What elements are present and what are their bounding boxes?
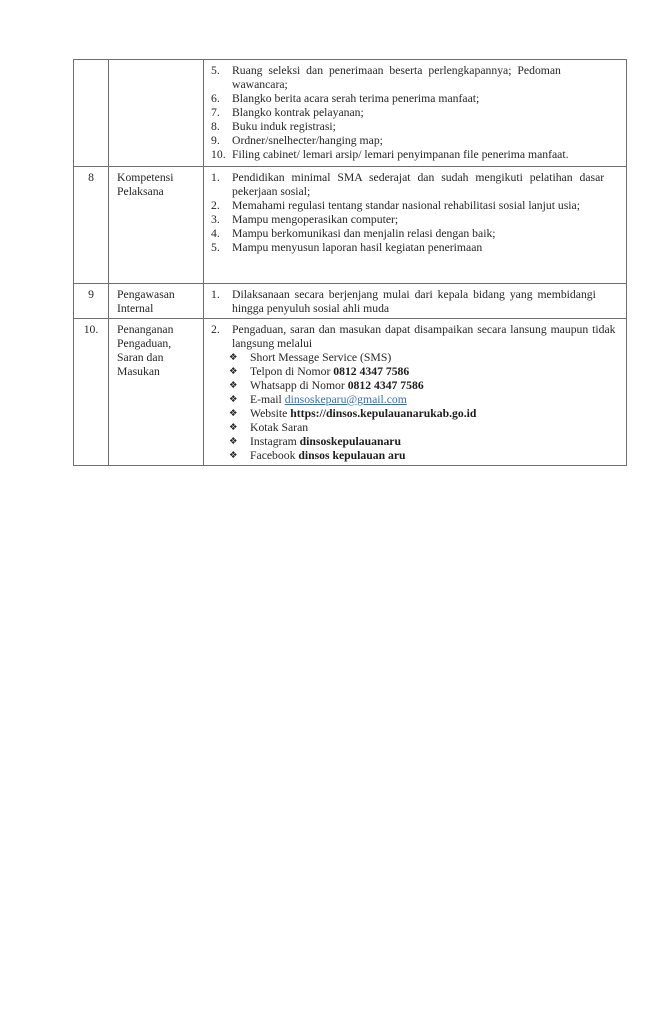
bullet-list-item (229, 407, 618, 421)
text-line (232, 120, 618, 134)
text-line (232, 78, 618, 92)
bullet-list-item (229, 393, 618, 407)
text-line (250, 407, 618, 421)
text-segment: E-mail (250, 393, 285, 406)
list-item-text (232, 106, 618, 120)
text-segment: Memahami regulasi tentang standar nasional rehabilitasi sosial lanjut usia; (232, 199, 580, 212)
text-segment: wawancara; (232, 78, 288, 91)
list-item-text (250, 351, 618, 365)
list-item-text (232, 148, 618, 162)
text-segment: Dilaksanaan secara berjenjang mulai dari kepala bidang yang membidangi (232, 288, 596, 301)
list-item-text (232, 323, 618, 351)
text-segment: langsung melalui (232, 337, 313, 350)
row-number-cell (74, 319, 109, 466)
bold-text-segment: dinsoskepulauanaru (299, 435, 401, 448)
numbered-list-item (211, 227, 618, 241)
text-segment: pekerjaan sosial; (232, 185, 311, 198)
list-number-marker: 1. (211, 288, 220, 301)
numbered-list-item (211, 92, 618, 106)
list-number-marker: 5. (211, 64, 220, 77)
row-10-penanganan-pengaduan (74, 319, 627, 466)
text-segment: Mampu mengoperasikan computer; (232, 213, 399, 226)
row-number: 8 (88, 171, 94, 184)
text-segment: Facebook (250, 449, 299, 462)
text-segment: Whatsapp di Nomor (250, 379, 348, 392)
row-label-line: Saran dan (117, 351, 164, 364)
list-item-text (250, 421, 618, 435)
bullet-list-item (229, 365, 618, 379)
list-number-marker: 2. (211, 323, 220, 336)
row-label-cell (109, 319, 204, 466)
text-line (232, 288, 618, 302)
list-number-marker: 9. (211, 134, 220, 147)
list-item-text (250, 393, 618, 407)
list-item-text (232, 241, 618, 255)
row-number-cell (74, 167, 109, 284)
list-number-marker: 3. (211, 213, 220, 226)
row-label-cell (109, 167, 204, 284)
service-table-body (74, 60, 627, 466)
bullet-diamond-icon: ❖ (229, 422, 238, 433)
numbered-list-item (211, 171, 618, 199)
service-standard-table (73, 59, 627, 466)
row-content-cell (204, 284, 627, 319)
row-number: 9 (88, 288, 94, 301)
row-content-cell (204, 60, 627, 167)
list-item-text (232, 92, 618, 106)
row-label-line: Internal (117, 302, 154, 315)
text-line (232, 106, 618, 120)
text-segment: Website (250, 407, 291, 420)
row-number-cell (74, 60, 109, 167)
text-segment: Buku induk registrasi; (232, 120, 336, 133)
list-item-text (232, 199, 618, 213)
text-line (232, 171, 618, 185)
row-label-cell (109, 284, 204, 319)
bold-text-segment: https://dinsos.kepulauanarukab.go.id (290, 407, 477, 420)
numbered-list-item (211, 241, 618, 255)
text-segment: Telpon di Nomor (250, 365, 334, 378)
text-line (250, 435, 618, 449)
row-label-line: Pengaduan, (117, 337, 172, 350)
text-line (232, 64, 618, 78)
list-item-text (250, 407, 618, 421)
list-number-marker: 8. (211, 120, 220, 133)
numbered-list-item (211, 288, 618, 316)
bullet-diamond-icon: ❖ (229, 450, 238, 461)
list-item-text (232, 171, 618, 199)
row-number-cell (74, 284, 109, 319)
text-segment: Filing cabinet/ lemari arsip/ lemari penyimpanan file penerima manfaat. (232, 148, 569, 161)
bold-text-segment: 0812 4347 7586 (347, 379, 424, 392)
numbered-list-item (211, 64, 618, 92)
numbered-list-item (211, 213, 618, 227)
text-line (232, 241, 618, 255)
list-item-text (232, 64, 618, 92)
row-label-line: Kompetensi (117, 171, 174, 184)
list-item-text (232, 288, 618, 316)
numbered-list-item (211, 134, 618, 148)
row-number: 10. (83, 323, 99, 336)
text-line (232, 92, 618, 106)
row-9-pengawasan-internal (74, 284, 627, 319)
list-item-text (250, 449, 618, 463)
text-line (250, 379, 618, 393)
numbered-list-item (211, 323, 618, 351)
row-label-line: Penanganan (117, 323, 174, 336)
text-line (250, 449, 618, 463)
text-segment: Instagram (250, 435, 300, 448)
text-line (232, 227, 618, 241)
row-label-line: Masukan (117, 365, 160, 378)
bullet-diamond-icon: ❖ (229, 380, 238, 391)
bullet-list-item (229, 379, 618, 393)
list-number-marker: 4. (211, 227, 220, 240)
list-item-text (250, 379, 618, 393)
bullet-diamond-icon: ❖ (229, 352, 238, 363)
bullet-list-item (229, 351, 618, 365)
text-segment: Ordner/snelhecter/hanging map; (232, 134, 383, 147)
list-number-marker: 10. (211, 148, 226, 161)
bullet-list-item (229, 449, 618, 463)
text-line (250, 421, 618, 435)
numbered-list-item (211, 199, 618, 213)
text-line (250, 351, 618, 365)
row-content-cell (204, 167, 627, 284)
text-segment: Pengaduan, saran dan masukan dapat disampaikan secara lansung maupun tidak (232, 323, 616, 336)
row-content-cell (204, 319, 627, 466)
list-number-marker: 6. (211, 92, 220, 105)
list-item-text (232, 134, 618, 148)
text-line (232, 185, 618, 199)
text-line (232, 213, 618, 227)
text-line (232, 323, 618, 337)
text-segment: Mampu menyusun laporan hasil kegiatan penerimaan (232, 241, 483, 254)
bullet-diamond-icon: ❖ (229, 436, 238, 447)
bullet-diamond-icon: ❖ (229, 408, 238, 419)
text-segment: Blangko kontrak pelayanan; (232, 106, 364, 119)
row-label-cell (109, 60, 204, 167)
list-item-text (250, 365, 618, 379)
row-label-line: Pelaksana (117, 185, 164, 198)
text-segment: Mampu berkomunikasi dan menjalin relasi dengan baik; (232, 227, 496, 240)
text-line (232, 302, 618, 316)
text-line (232, 199, 618, 213)
text-segment: Kotak Saran (250, 421, 309, 434)
numbered-list-item (211, 148, 618, 162)
row-8-kompetensi-pelaksana (74, 167, 627, 284)
text-segment: Pendidikan minimal SMA sederajat dan sudah mengikuti pelatihan dasar (232, 171, 605, 184)
bold-text-segment: 0812 4347 7586 (333, 365, 410, 378)
text-line (232, 134, 618, 148)
bullet-diamond-icon: ❖ (229, 366, 238, 377)
email-link[interactable]: dinsoskeparu@gmail.com (284, 393, 407, 406)
text-segment: Blangko berita acara serah terima penerima manfaat; (232, 92, 480, 105)
list-item-text (232, 227, 618, 241)
list-number-marker: 1. (211, 171, 220, 184)
numbered-list-item (211, 106, 618, 120)
row-7-continued (74, 60, 627, 167)
text-segment: Short Message Service (SMS) (250, 351, 392, 364)
text-line (250, 393, 618, 407)
list-item-text (232, 120, 618, 134)
text-line (250, 365, 618, 379)
row-label-line: Pengawasan (117, 288, 175, 301)
bullet-diamond-icon: ❖ (229, 394, 238, 405)
list-number-marker: 7. (211, 106, 220, 119)
bullet-list-item (229, 421, 618, 435)
list-item-text (250, 435, 618, 449)
text-segment: hingga penyuluh sosial ahli muda (232, 302, 390, 315)
bold-text-segment: dinsos kepulauan aru (298, 449, 406, 462)
numbered-list-item (211, 120, 618, 134)
text-line (232, 148, 618, 162)
list-item-text (232, 213, 618, 227)
bullet-list-item (229, 435, 618, 449)
list-number-marker: 2. (211, 199, 220, 212)
text-segment: Ruang seleksi dan penerimaan beserta perlengkapannya; Pedoman (232, 64, 561, 77)
text-line (232, 337, 618, 351)
list-number-marker: 5. (211, 241, 220, 254)
